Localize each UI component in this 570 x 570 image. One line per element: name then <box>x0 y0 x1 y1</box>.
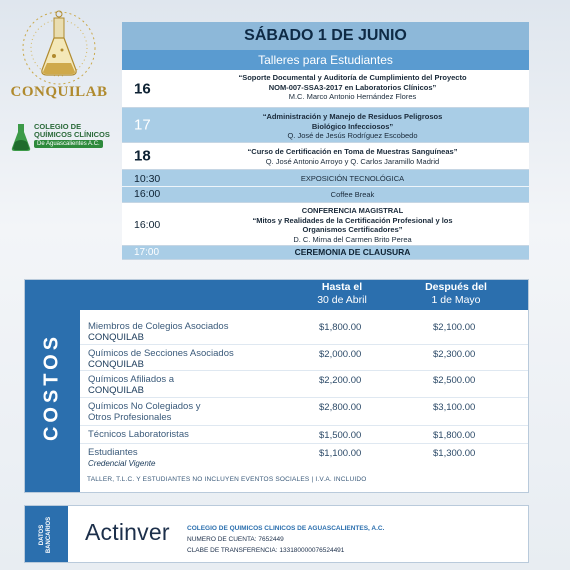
cost-late-value: $1,300.00 <box>433 448 476 459</box>
cost-early-value: $1,100.00 <box>319 448 362 459</box>
schedule-num: 16 <box>134 80 151 97</box>
workshop-title-line: Biológico Infecciosos” <box>311 121 394 131</box>
cost-row-label-line: Químicos Afiliados a <box>88 374 175 385</box>
actinver-logo: Actinver <box>85 519 170 545</box>
colegio-flask-icon <box>10 122 32 152</box>
cost-row-label-note: Credencial Vigente <box>88 459 156 468</box>
conquilab-logo <box>4 8 114 116</box>
expo-label: EXPOSICIÓN TECNOLÓGICA <box>300 174 405 183</box>
workshop-title-line: NOM-007-SSA3-2017 en Laboratorios Clínicos” <box>268 82 437 92</box>
workshop-title-line: “Administración y Manejo de Residuos Peligrosos <box>262 112 443 121</box>
cost-row-label <box>88 321 263 343</box>
workshop-speaker: Q. José de Jesús Rodríguez Escobedo <box>287 131 418 140</box>
cost-row-label-line: Químicos de Secciones Asociados <box>88 348 234 359</box>
schedule-row-17 <box>122 108 529 143</box>
schedule-num: 17 <box>134 116 151 134</box>
cost-early-value: $1,500.00 <box>319 430 362 441</box>
cost-early-value: $2,800.00 <box>319 402 362 413</box>
cost-early-value: $2,000.00 <box>319 349 362 360</box>
workshop-speaker: M.C. Marco Antonio Hernández Flores <box>288 92 417 101</box>
conquilab-wordmark: CONQUILAB <box>10 84 108 100</box>
cost-late-value: $2,100.00 <box>433 322 476 333</box>
schedule-content <box>182 147 523 166</box>
cost-late-value: $1,800.00 <box>433 430 476 441</box>
bank-panel <box>24 505 529 563</box>
cost-row-label-line: Técnicos Laboratoristas <box>88 429 189 440</box>
schedule-panel <box>122 22 529 260</box>
cost-row <box>80 345 528 371</box>
costs-col-early <box>302 281 382 307</box>
closing-time: 17:00 <box>134 247 160 258</box>
costs-side-title: COSTOS <box>40 332 63 442</box>
cost-row-label <box>88 429 263 440</box>
colegio-logo <box>10 120 122 158</box>
conference-content <box>182 206 523 244</box>
cost-late-value: $3,100.00 <box>433 402 476 413</box>
conference-speaker: D. C. Mirna del Carmen Brito Perea <box>293 234 412 244</box>
cost-late-value: $2,500.00 <box>433 375 476 386</box>
col-late-line1: Después del <box>425 281 487 293</box>
cost-row <box>80 398 528 426</box>
schedule-row-closing <box>122 246 529 260</box>
bank-side-line1: DATOS <box>39 524 45 546</box>
workshop-speaker: Q. José Antonio Arroyo y Q. Carlos Jaramillo Madrid <box>265 156 440 166</box>
col-early-line1: Hasta el <box>321 281 363 293</box>
flask-emblem-icon <box>14 8 104 88</box>
cost-row-label <box>88 401 263 423</box>
cost-row-label-line: CONQUILAB <box>88 332 144 343</box>
schedule-row-expo <box>122 170 529 203</box>
colegio-line1: COLEGIO DE <box>34 122 82 131</box>
cost-row-label-line: Químicos No Colegiados y <box>88 401 201 412</box>
cost-row <box>80 444 528 472</box>
bank-account-number: NUMERO DE CUENTA: 7652449 <box>187 536 284 543</box>
workshop-title-line: “Soporte Documental y Auditoría de Cumplimiento del Proyecto <box>238 73 467 82</box>
costs-side-band <box>25 280 80 492</box>
bank-side-line2: BANCARIOS <box>46 516 52 554</box>
schedule-content <box>182 73 523 102</box>
cost-row-label-line: Estudiantes <box>88 447 138 458</box>
col-late-line2: 1 de Mayo <box>431 294 481 306</box>
costs-footnote: TALLER, T.L.C. Y ESTUDIANTES NO INCLUYEN EVENTOS SOCIALES | I.V.A. INCLUIDO <box>87 476 367 483</box>
costs-panel <box>24 279 529 493</box>
coffee-time: 16:00 <box>134 188 161 200</box>
cost-row-label <box>88 348 263 370</box>
workshop-title-line: “Curso de Certificación en Toma de Muestras Sanguíneas” <box>247 147 458 156</box>
cost-row-label-line: CONQUILAB <box>88 385 144 396</box>
cost-row-label <box>88 447 263 469</box>
colegio-line3: De Aguascalientes A.C. <box>34 140 103 148</box>
schedule-row-18 <box>122 143 529 170</box>
cost-early-value: $1,800.00 <box>319 322 362 333</box>
conference-title-line: Organismos Certificadores” <box>302 225 403 234</box>
cost-row-label-line: CONQUILAB <box>88 359 144 370</box>
row-divider <box>122 186 529 187</box>
expo-time: 10:30 <box>134 173 161 185</box>
conference-heading: CONFERENCIA MAGISTRAL <box>301 206 404 215</box>
conference-time: 16:00 <box>134 219 161 231</box>
col-early-line2: 30 de Abril <box>317 294 367 306</box>
cost-early-value: $2,200.00 <box>319 375 362 386</box>
schedule-row-16 <box>122 70 529 108</box>
cost-row <box>80 426 528 444</box>
cost-late-value: $2,300.00 <box>433 349 476 360</box>
colegio-line2: QUÍMICOS CLÍNICOS <box>34 130 110 139</box>
conference-title-line: “Mitos y Realidades de la Certificación Profesional y los <box>252 215 453 225</box>
schedule-row-conference <box>122 203 529 246</box>
bank-side-title <box>39 517 53 553</box>
closing-label: CEREMONIA DE CLAUSURA <box>294 247 411 257</box>
bank-details <box>187 523 384 556</box>
bank-account-holder: COLEGIO DE QUIMICOS CLINICOS DE AGUASCALIENTES, A.C. <box>187 525 385 532</box>
cost-row-label-line: Otros Profesionales <box>88 412 172 423</box>
bank-clabe: CLABE DE TRANSFERENCIA: 133180000076524491 <box>187 547 345 554</box>
schedule-content <box>182 112 523 141</box>
day-title: SÁBADO 1 DE JUNIO <box>122 22 529 50</box>
bank-side-band <box>25 506 68 562</box>
costs-header <box>80 280 528 310</box>
costs-col-late <box>416 281 496 307</box>
cost-row <box>80 318 528 345</box>
cost-row <box>80 371 528 398</box>
cost-row-label-line: Miembros de Colegios Asociados <box>88 321 229 332</box>
cost-row-label <box>88 374 263 396</box>
coffee-label: Coffee Break <box>330 190 375 199</box>
workshops-subtitle: Talleres para Estudiantes <box>122 50 529 70</box>
schedule-num: 18 <box>134 147 151 165</box>
